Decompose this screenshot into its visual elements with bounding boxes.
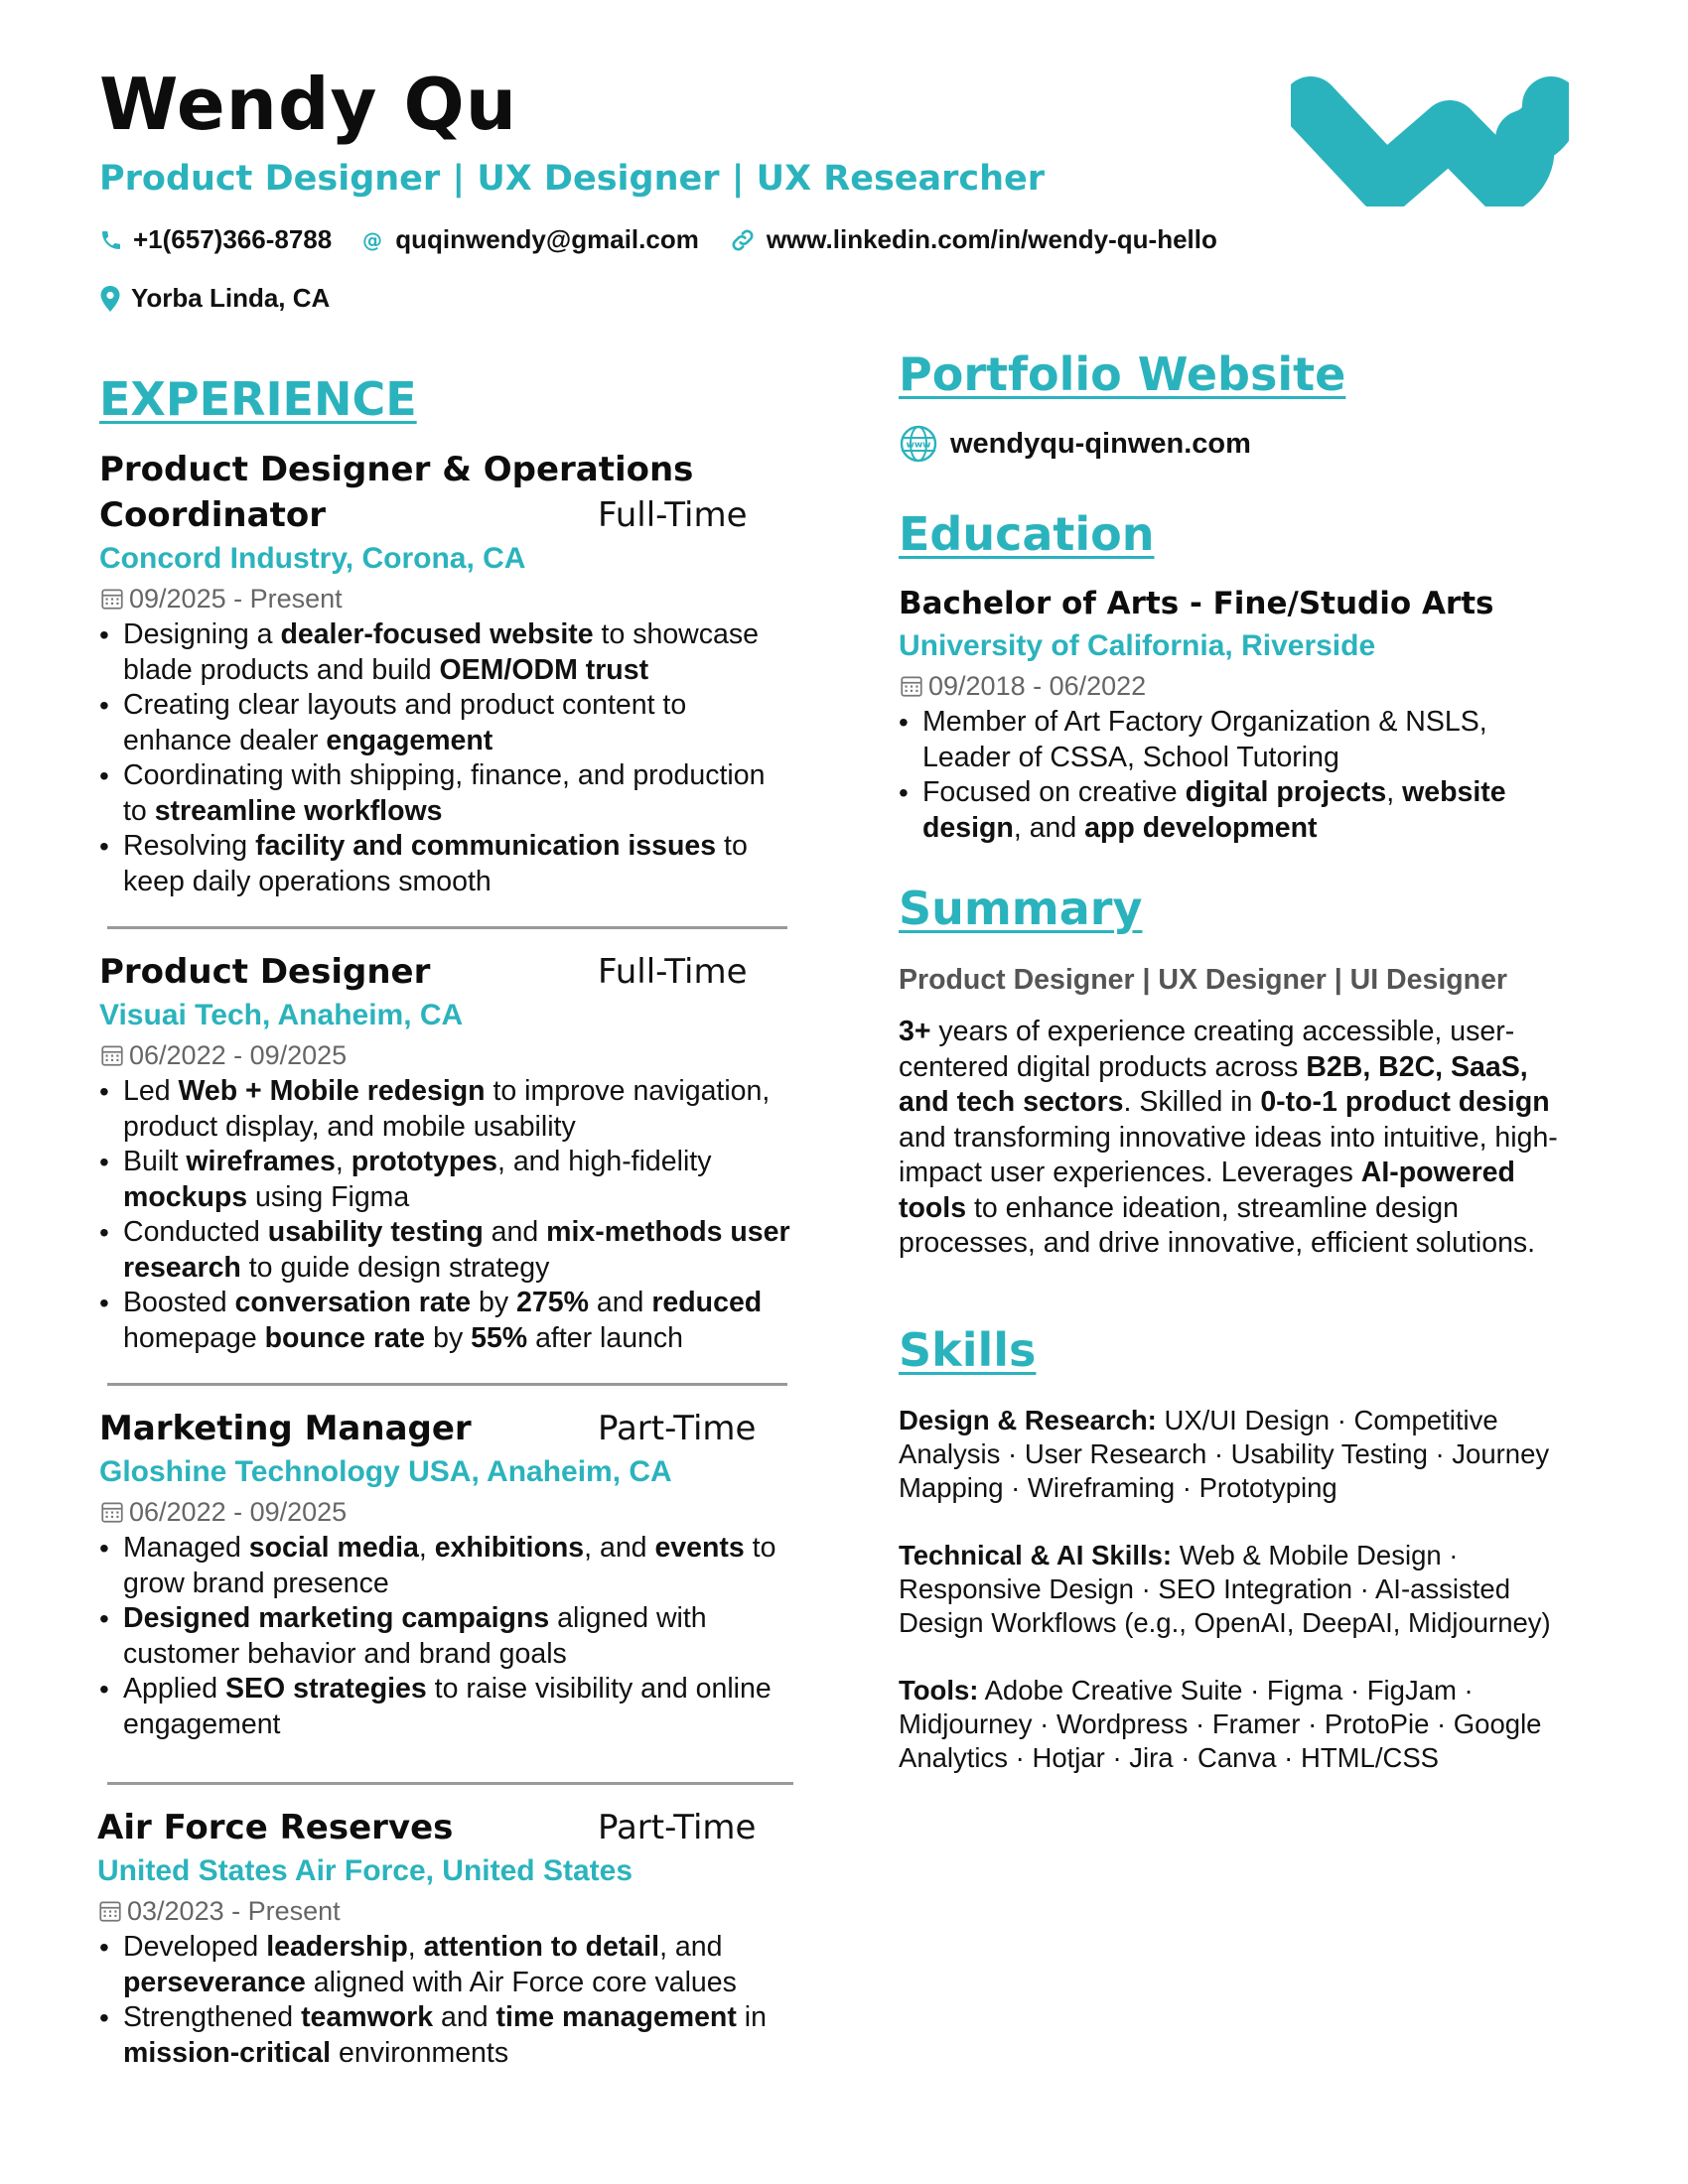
bullet-item: • Applied SEO strategies to raise visibility and online engagement [123,1672,794,1742]
job-entry [97,1805,792,2071]
education-entry [899,582,1574,846]
svg-text:@: @ [362,227,383,252]
phone-number: +1(657)366-8788 [133,224,333,254]
svg-text:www: www [906,440,931,451]
company-name: United States Air Force, United States [97,1854,633,1887]
job-date: 06/2022 - 09/2025 [99,1493,794,1531]
linkedin-url: www.linkedin.com/in/wendy-qu-hello [766,224,1217,254]
link-icon [729,226,757,254]
contact-email[interactable] [361,224,699,255]
company-name: Visuai Tech, Anaheim, CA [99,999,464,1031]
job-bullets [97,1930,792,2071]
location-pin-icon [99,285,121,313]
calendar-icon [99,1499,125,1525]
job-date: 06/2022 - 09/2025 [99,1036,794,1074]
candidate-name: Wendy Qu [99,63,517,146]
education-heading: Education [899,507,1155,561]
calendar-icon [899,673,924,699]
skill-group-tools: Tools: Adobe Creative Suite · Figma · FigJam · Midjourney · Wordpress · Framer · ProtoPie · Google Analytics · Hotjar · Jira · Canva · HTML/CSS [899,1675,1542,1773]
summary-subtitle: Product Designer | UX Designer | UI Designer [899,964,1508,996]
location-text: Yorba Linda, CA [131,283,331,313]
portfolio-url: wendyqu-qinwen.com [950,427,1251,460]
phone-icon [99,228,123,252]
skills-heading: Skills [899,1323,1037,1377]
calendar-icon [97,1898,123,1924]
job-type: Part-Time [598,1409,757,1448]
company-name: Concord Industry, Corona, CA [99,542,526,575]
job-date: 09/2025 - Present [99,580,794,617]
email-address: quqinwendy@gmail.com [395,224,699,254]
skill-group-design: Design & Research: UX/UI Design · Competitive Analysis · User Research · Usability Testing · Journey Mapping · Wireframing · Prototyping [899,1405,1550,1503]
contact-location [99,283,330,314]
bullet-item: • Resolving facility and communication issues to keep daily operations smooth [123,829,794,899]
company-name: Gloshine Technology USA, Anaheim, CA [99,1455,672,1488]
job-entry [99,949,794,1356]
contact-phone[interactable] [99,224,332,255]
summary-paragraph: 3+ years of experience creating accessible, user-centered digital products across B2B, B2C, SaaS, and tech sectors. Skilled in 0-to-1 product design and transforming innovative ideas into intuitive, high-impact user experiences. Leverages AI-powered tools to enhance ideation, streamline design processes, and drive innovative, efficient solutions. [899,1016,1558,1259]
at-icon [361,228,385,252]
bullet-item: • Coordinating with shipping, finance, and production to streamline workflows [123,758,794,829]
skill-group-technical: Technical & AI Skills: Web & Mobile Design · Responsive Design · SEO Integration · AI-assisted Design Workflows (e.g., OpenAI, DeepAI, Midjourney) [899,1540,1551,1638]
bullet-item: • Conducted usability testing and mix-methods user research to guide design strategy [123,1215,794,1286]
job-bullets [99,1074,794,1356]
skills-list [899,1404,1574,1775]
brand-logo [1291,68,1569,206]
candidate-title: Product Designer | UX Designer | UX Researcher [99,159,1046,199]
bullet-item: • Led Web + Mobile redesign to improve navigation, product display, and mobile usability [123,1074,794,1145]
contact-row [99,224,1247,255]
job-date: 03/2023 - Present [97,1892,792,1930]
calendar-icon [99,1042,125,1068]
job-title: Product Designer [99,952,431,992]
bullet-item: • Built wireframes, prototypes, and high-fidelity mockups using Figma [123,1145,794,1215]
degree-title: Bachelor of Arts - Fine/Studio Arts [899,586,1494,621]
section-divider [107,1782,793,1785]
summary-heading: Summary [899,882,1143,935]
contact-location-row [99,283,359,314]
job-bullets [99,617,794,899]
bullet-item: • Creating clear layouts and product content to enhance dealer engagement [123,688,794,758]
bullet-item: • Managed social media, exhibitions, and events to grow brand presence [123,1531,794,1601]
bullet-item: • Focused on creative digital projects, website design, and app development [922,775,1558,846]
bullet-item: • Designed marketing campaigns aligned with customer behavior and brand goals [123,1601,794,1672]
portfolio-link[interactable] [899,424,1251,464]
job-type: Full-Time [598,952,748,992]
bullet-item: • Designing a dealer-focused website to showcase blade products and build OEM/ODM trust [123,617,794,688]
job-type: Part-Time [598,1808,757,1847]
experience-heading: EXPERIENCE [99,372,417,426]
job-title: Air Force Reserves [97,1808,454,1847]
job-type: Full-Time [598,495,748,535]
portfolio-heading: Portfolio Website [899,347,1346,401]
job-title: Marketing Manager [99,1409,472,1448]
bullet-item: • Boosted conversation rate by 275% and reduced homepage bounce rate by 55% after launch [123,1286,794,1356]
bullet-item: • Member of Art Factory Organization & NSLS, Leader of CSSA, School Tutoring [922,705,1558,775]
job-title: Product Designer & Operations Coordinator [99,450,694,535]
education-bullets [899,705,1558,846]
section-divider [107,926,787,929]
education-date: 09/2018 - 06/2022 [899,667,1574,705]
job-entry [99,447,794,899]
job-entry [99,1406,794,1742]
school-name: University of California, Riverside [899,629,1376,662]
calendar-icon [99,586,125,612]
contact-linkedin[interactable] [729,224,1217,255]
globe-icon [899,424,938,464]
job-bullets [99,1531,794,1742]
section-divider [107,1383,787,1386]
bullet-item: • Developed leadership, attention to detail, and perseverance aligned with Air Force core values [123,1930,792,2000]
bullet-item: • Strengthened teamwork and time management in mission-critical environments [123,2000,792,2071]
